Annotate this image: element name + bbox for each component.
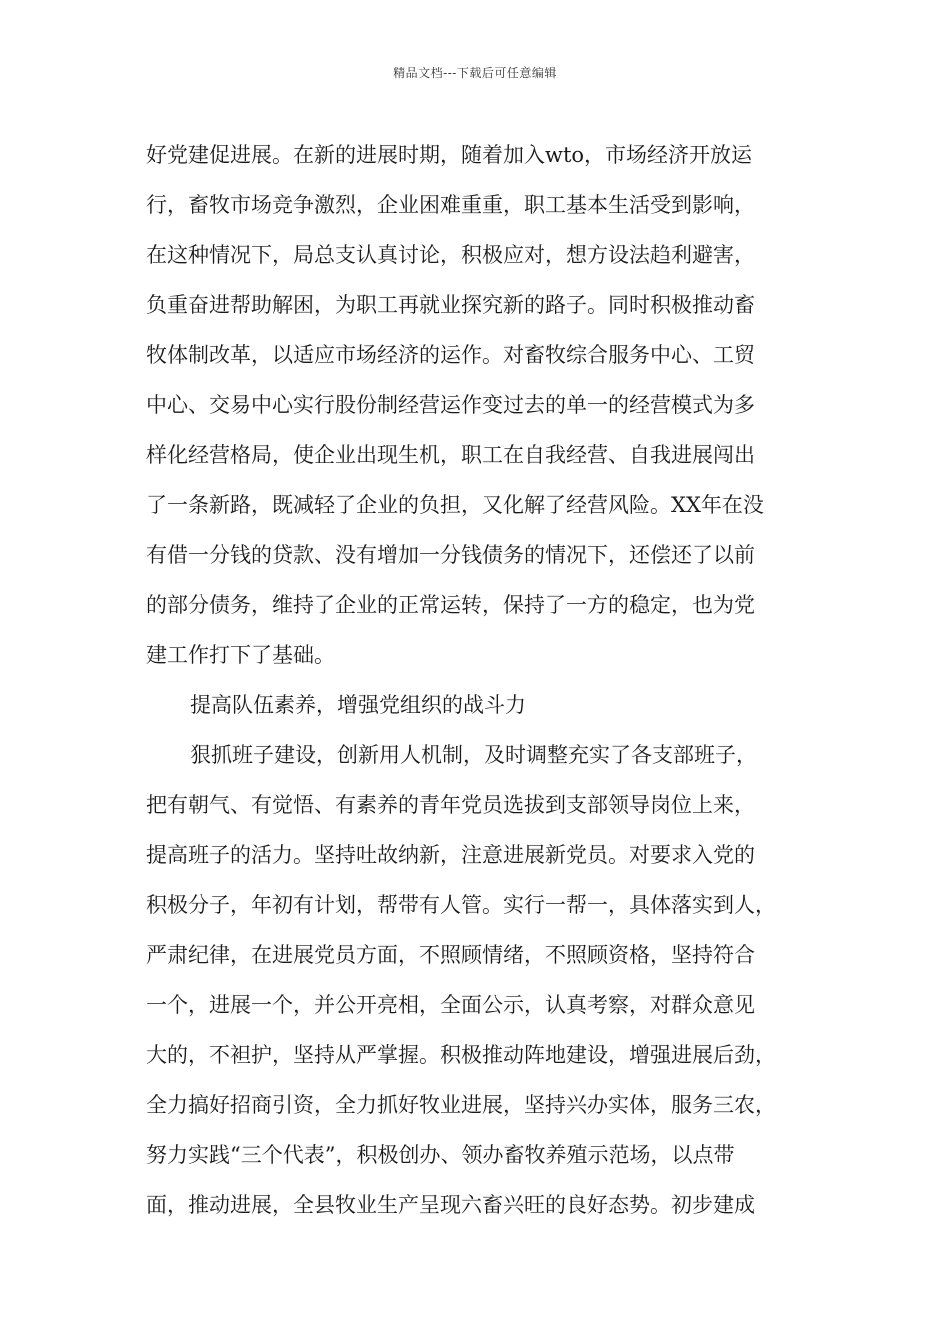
text-line: 中心、交易中心实行股份制经营运作变过去的单一的经营模式为多 [146, 393, 755, 417]
page-header: 精品文档---下载后可任意编辑 [393, 66, 557, 80]
text-line: 样化经营格局，使企业出现生机，职工在自我经营、自我进展闯出 [146, 443, 755, 467]
text-line: 了一条新路，既减轻了企业的负担，又化解了经营风险。XX年在没 [146, 493, 764, 517]
text-line: 全力搞好招商引资，全力抓好牧业进展，坚持兴办实体，服务三农， [146, 1093, 776, 1117]
text-line: 严肃纪律，在进展党员方面，不照顾情绪，不照顾资格，坚持符合 [146, 943, 755, 967]
text-line: 建工作打下了基础。 [146, 643, 335, 667]
text-line: 在这种情况下，局总支认真讨论，积极应对，想方设法趋利避害， [146, 243, 755, 267]
text-line: 大的，不袒护，坚持从严掌握。积极推动阵地建设，增强进展后劲， [146, 1043, 776, 1067]
text-line: 有借一分钱的贷款、没有增加一分钱债务的情况下，还偿还了以前 [146, 543, 755, 567]
section-heading: 提高队伍素养，增强党组织的战斗力 [190, 693, 526, 717]
text-line: 的部分债务，维持了企业的正常运转，保持了一方的稳定，也为党 [146, 593, 755, 617]
text-line: 行，畜牧市场竞争激烈，企业困难重重，职工基本生活受到影响， [146, 193, 755, 217]
text-line: 努力实践“三个代表”，积极创办、领办畜牧养殖示范场，以点带 [146, 1143, 735, 1167]
text-line: 提高班子的活力。坚持吐故纳新，注意进展新党员。对要求入党的 [146, 843, 755, 867]
text-line: 负重奋进帮助解困，为职工再就业探究新的路子。同时积极推动畜 [146, 293, 755, 317]
text-line: 牧体制改革，以适应市场经济的运作。对畜牧综合服务中心、工贸 [146, 343, 755, 367]
paragraph-first-line: 狠抓班子建设，创新用人机制，及时调整充实了各支部班子， [190, 743, 757, 767]
text-line: 面，推动进展，全县牧业生产呈现六畜兴旺的良好态势。初步建成 [146, 1193, 755, 1217]
text-line: 好党建促进展。在新的进展时期，随着加入wto，市场经济开放运 [146, 143, 753, 167]
text-line: 把有朝气、有觉悟、有素养的青年党员选拔到支部领导岗位上来， [146, 793, 755, 817]
text-line: 一个，进展一个，并公开亮相，全面公示，认真考察，对群众意见 [146, 993, 755, 1017]
document-body [146, 130, 826, 1230]
text-line: 积极分子，年初有计划，帮带有人管。实行一帮一，具体落实到人， [146, 893, 776, 917]
